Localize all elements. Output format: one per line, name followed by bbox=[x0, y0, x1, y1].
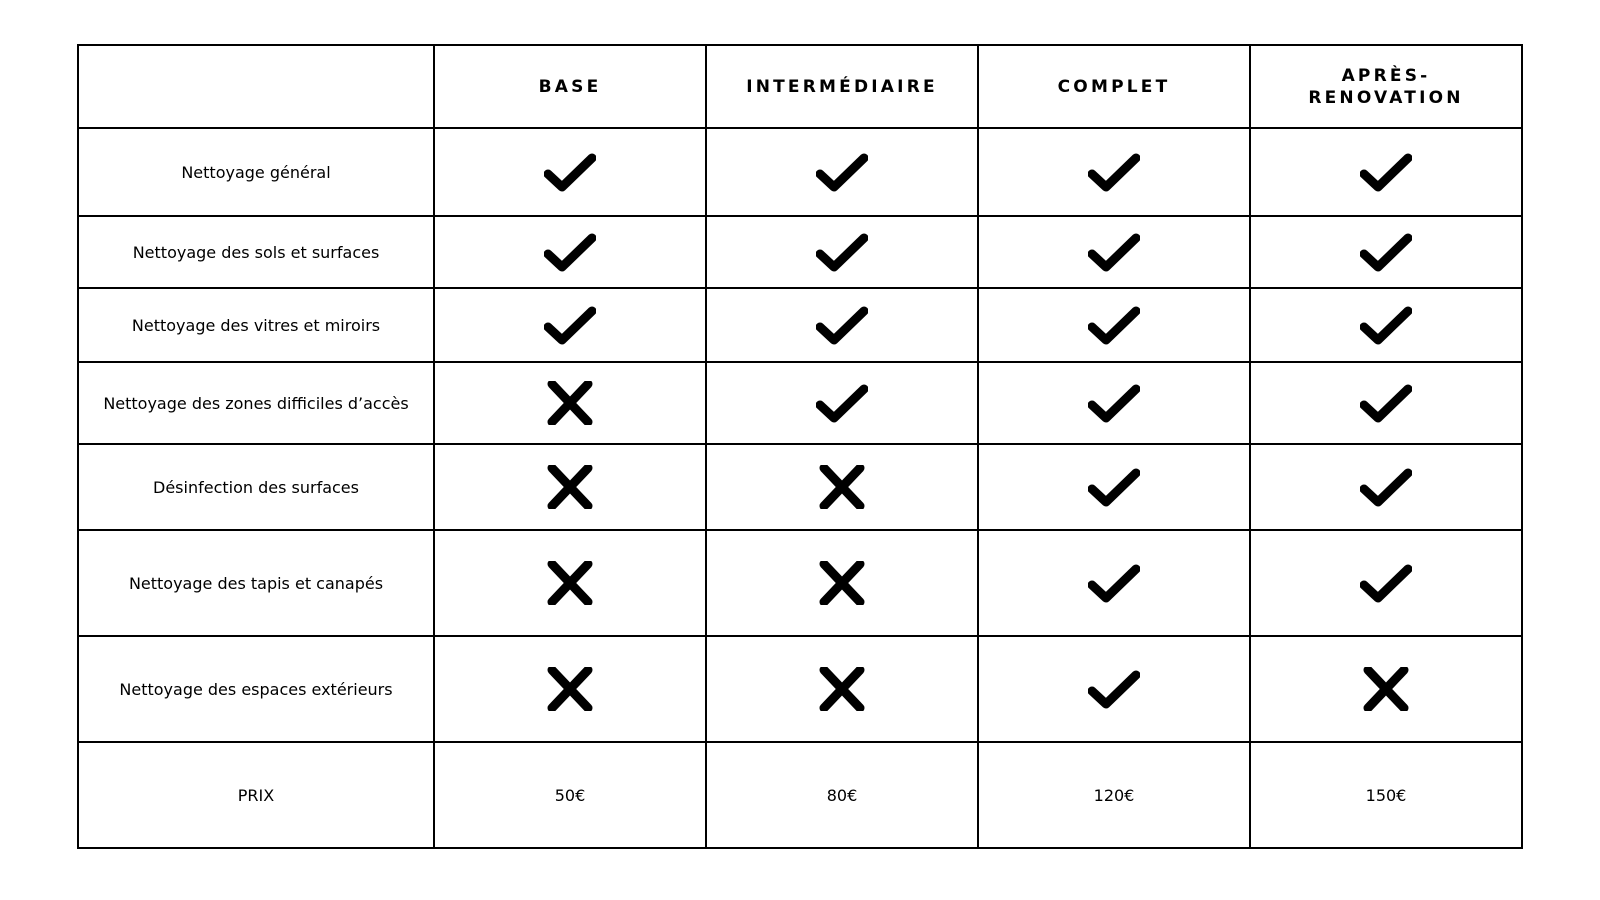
feature-cell bbox=[978, 288, 1250, 362]
pricing-comparison-table bbox=[77, 44, 1523, 849]
price-value: 80€ bbox=[706, 742, 978, 848]
check-icon bbox=[544, 303, 596, 347]
feature-cell bbox=[434, 288, 706, 362]
check-icon bbox=[1088, 150, 1140, 194]
feature-label: Nettoyage des tapis et canapés bbox=[78, 530, 434, 636]
feature-cell bbox=[978, 530, 1250, 636]
feature-cell bbox=[434, 216, 706, 288]
check-icon bbox=[1088, 465, 1140, 509]
feature-cell bbox=[978, 128, 1250, 216]
check-icon bbox=[1360, 465, 1412, 509]
feature-cell bbox=[978, 444, 1250, 530]
feature-label: Nettoyage des zones difficiles d’accès bbox=[78, 362, 434, 444]
price-value: 50€ bbox=[434, 742, 706, 848]
cross-icon bbox=[816, 561, 868, 605]
plan-header-complet: COMPLET bbox=[978, 45, 1250, 128]
price-value: 150€ bbox=[1250, 742, 1522, 848]
cross-icon bbox=[544, 667, 596, 711]
feature-row bbox=[78, 216, 1522, 288]
price-value: 120€ bbox=[978, 742, 1250, 848]
check-icon bbox=[816, 381, 868, 425]
feature-cell bbox=[434, 530, 706, 636]
check-icon bbox=[1360, 381, 1412, 425]
price-label: PRIX bbox=[78, 742, 434, 848]
feature-cell bbox=[434, 444, 706, 530]
cross-icon bbox=[544, 561, 596, 605]
feature-cell bbox=[1250, 288, 1522, 362]
check-icon bbox=[1088, 303, 1140, 347]
feature-cell bbox=[706, 530, 978, 636]
feature-cell bbox=[1250, 216, 1522, 288]
header-empty-cell bbox=[78, 45, 434, 128]
check-icon bbox=[1360, 150, 1412, 194]
check-icon bbox=[1360, 303, 1412, 347]
feature-label: Nettoyage des vitres et miroirs bbox=[78, 288, 434, 362]
feature-label: Nettoyage des sols et surfaces bbox=[78, 216, 434, 288]
plan-header-apres-renovation: APRÈS-RENOVATION bbox=[1250, 45, 1522, 128]
feature-cell bbox=[706, 128, 978, 216]
check-icon bbox=[1088, 230, 1140, 274]
feature-label: Nettoyage des espaces extérieurs bbox=[78, 636, 434, 742]
feature-cell bbox=[1250, 362, 1522, 444]
feature-row bbox=[78, 636, 1522, 742]
feature-cell bbox=[978, 362, 1250, 444]
feature-row bbox=[78, 444, 1522, 530]
cross-icon bbox=[816, 465, 868, 509]
check-icon bbox=[1360, 561, 1412, 605]
check-icon bbox=[1088, 381, 1140, 425]
check-icon bbox=[544, 150, 596, 194]
check-icon bbox=[1360, 230, 1412, 274]
feature-cell bbox=[1250, 636, 1522, 742]
feature-cell bbox=[706, 636, 978, 742]
header-row bbox=[78, 45, 1522, 128]
feature-cell bbox=[434, 128, 706, 216]
feature-row bbox=[78, 288, 1522, 362]
check-icon bbox=[544, 230, 596, 274]
price-row bbox=[78, 742, 1522, 848]
plan-header-intermediaire: INTERMÉDIAIRE bbox=[706, 45, 978, 128]
feature-label: Désinfection des surfaces bbox=[78, 444, 434, 530]
feature-cell bbox=[1250, 128, 1522, 216]
feature-cell bbox=[978, 636, 1250, 742]
feature-cell bbox=[706, 444, 978, 530]
feature-label: Nettoyage général bbox=[78, 128, 434, 216]
cross-icon bbox=[1360, 667, 1412, 711]
feature-cell bbox=[1250, 530, 1522, 636]
check-icon bbox=[816, 303, 868, 347]
feature-cell bbox=[1250, 444, 1522, 530]
feature-row bbox=[78, 530, 1522, 636]
cross-icon bbox=[816, 667, 868, 711]
feature-cell bbox=[706, 362, 978, 444]
cross-icon bbox=[544, 381, 596, 425]
cross-icon bbox=[544, 465, 596, 509]
feature-cell bbox=[434, 636, 706, 742]
feature-cell bbox=[434, 362, 706, 444]
feature-row bbox=[78, 128, 1522, 216]
feature-row bbox=[78, 362, 1522, 444]
feature-cell bbox=[978, 216, 1250, 288]
plan-header-base: BASE bbox=[434, 45, 706, 128]
check-icon bbox=[816, 230, 868, 274]
check-icon bbox=[816, 150, 868, 194]
feature-cell bbox=[706, 216, 978, 288]
check-icon bbox=[1088, 561, 1140, 605]
check-icon bbox=[1088, 667, 1140, 711]
feature-cell bbox=[706, 288, 978, 362]
